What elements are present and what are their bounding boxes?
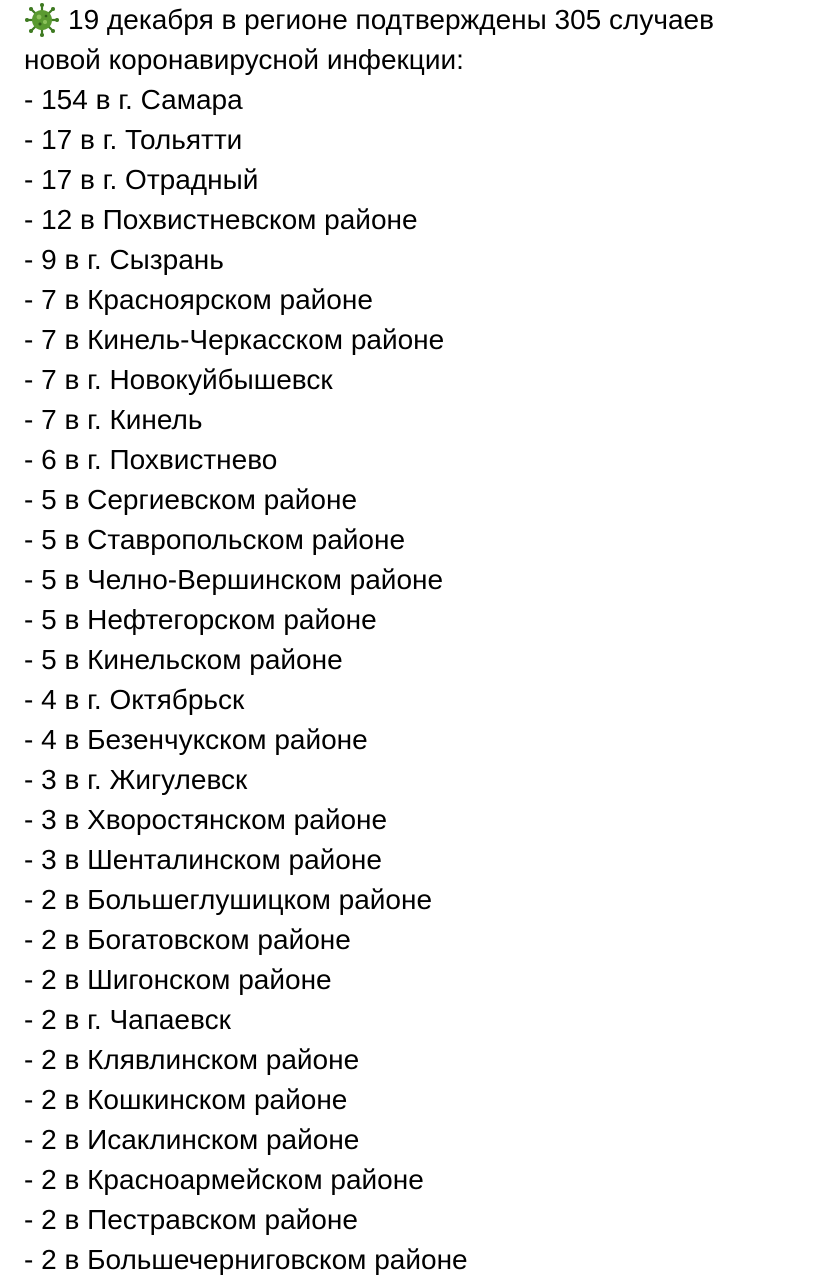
list-item: - 3 в Шенталинском районе xyxy=(24,844,382,875)
list-item: - 5 в Ставропольском районе xyxy=(24,524,406,555)
list-item: - 4 в Безенчукском районе xyxy=(24,724,368,755)
list-item: - 7 в Кинель-Черкасском районе xyxy=(24,324,445,355)
list-item: - 7 в г. Кинель xyxy=(24,404,203,435)
list-item: - 2 в Красноармейском районе xyxy=(24,1164,424,1195)
list-item: - 2 в Шигонском районе xyxy=(24,964,332,995)
list-item: - 7 в Красноярском районе xyxy=(24,284,373,315)
virus-icon xyxy=(24,2,60,38)
list-item: - 2 в Большечерниговском районе xyxy=(24,1244,468,1275)
list-item: - 2 в Исаклинском районе xyxy=(24,1124,360,1155)
list-item: - 4 в г. Октябрьск xyxy=(24,684,245,715)
message-intro-text-1: 19 декабря в регионе подтверждены 305 случаев xyxy=(68,4,714,35)
list-item: - 5 в Челно-Вершинском районе xyxy=(24,564,444,595)
message-intro-line-1 xyxy=(24,0,824,40)
message-body xyxy=(24,0,824,1280)
list-item: - 2 в Большеглушицком районе xyxy=(24,884,433,915)
list-item: - 5 в Кинельском районе xyxy=(24,644,343,675)
list-item: - 154 в г. Самара xyxy=(24,84,243,115)
list-item: - 3 в г. Жигулевск xyxy=(24,764,248,795)
list-item: - 17 в г. Тольятти xyxy=(24,124,243,155)
list-item: - 2 в Пестравском районе xyxy=(24,1204,358,1235)
list-item: - 5 в Сергиевском районе xyxy=(24,484,358,515)
message-intro-line-2: новой коронавирусной инфекции: xyxy=(24,44,464,75)
list-item: - 2 в Кошкинском районе xyxy=(24,1084,348,1115)
list-item: - 6 в г. Похвистнево xyxy=(24,444,278,475)
list-item: - 17 в г. Отрадный xyxy=(24,164,259,195)
list-item: - 9 в г. Сызрань xyxy=(24,244,224,275)
list-item: - 5 в Нефтегорском районе xyxy=(24,604,377,635)
list-item: - 3 в Хворостянском районе xyxy=(24,804,388,835)
list-item: - 2 в г. Чапаевск xyxy=(24,1004,231,1035)
list-item: - 7 в г. Новокуйбышевск xyxy=(24,364,333,395)
list-item: - 2 в Богатовском районе xyxy=(24,924,351,955)
list-item: - 2 в Клявлинском районе xyxy=(24,1044,360,1075)
list-item: - 12 в Похвистневском районе xyxy=(24,204,418,235)
